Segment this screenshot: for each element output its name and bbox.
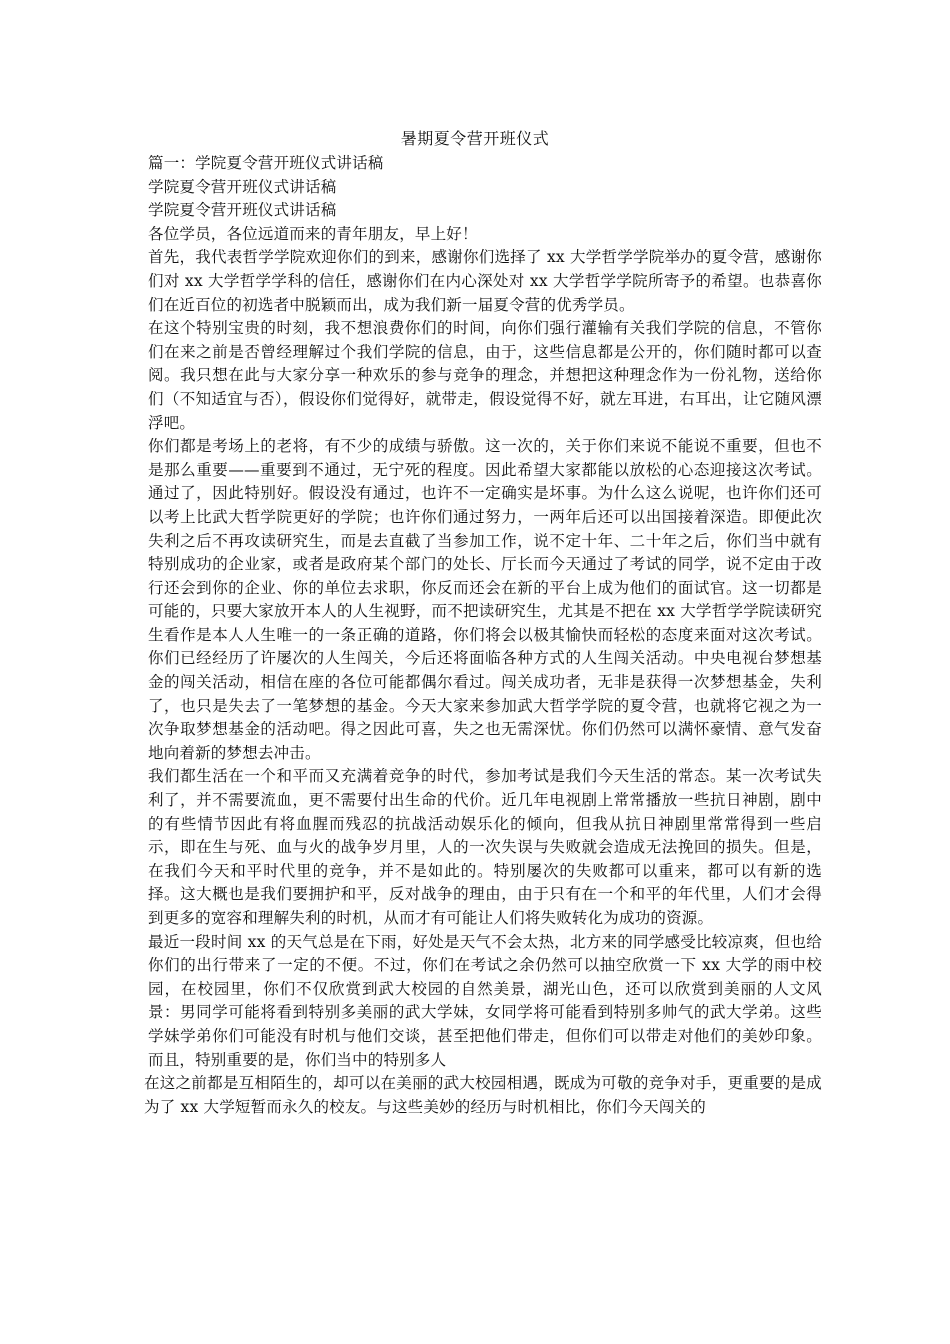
- paragraph-section-heading: 篇一：学院夏令营开班仪式讲话稿: [148, 154, 384, 172]
- paragraph-subheading: 学院夏令营开班仪式讲话稿: [148, 201, 337, 220]
- document-body: [144, 152, 822, 1119]
- paragraph: 你们都是考场上的老将，有不少的成绩与骄傲。这一次的，关于你们来说不能说不重要，但也不是那么重要——重要到不通过，无宁死的程度。因此希望大家都能以放松的心态迎接这次考试。通过了，因此特别好。假设没有通过，也许不一定确实是坏事。为什么这么说呢，也许你们还可以考上比武大哲学院更好的学院；也许你们通过努力，一两年后还可以出国接着深造。即便此次失利之后不再攻读研究生，而是去直截了当参加工作，说不定十年、二十年之后，你们当中就有特别成功的企业家，或者是政府某个部门的处长、厅长而今天通过了考试的同学，说不定由于改行还会到你的企业、你的单位去求职，你反而还会在新的平台上成为他们的面试官。这一切都是可能的，只要大家放开本人的人生视野，而不把读研究生，尤其是不把在 xx 大学哲学学院读研究生看作是本人人生唯一的一条正确的道路，你们将会以极其愉快而轻松的态度来面对这次考试。 你们已经经历了许屡次的人生闯关，今后还将面临各种方式的人生闯关活动。中央电视台梦想基金的闯关活动，相信在座的各位可能都偶尔看过。闯关成功者，无非是获得一次梦想基金，失利了，也只是失去了一笔梦想的基金。今天大家来参加武大哲学学院的夏令营，也就将它视之为一次争取梦想基金的活动吧。得之因此可喜，失之也无需深忧。你们仍然可以满怀豪情、意气发奋地向着新的梦想去冲击。: [148, 437, 822, 762]
- paragraph-subheading: 学院夏令营开班仪式讲话稿: [148, 177, 337, 196]
- paragraph-greeting: 各位学员，各位远道而来的青年朋友，早上好！: [148, 224, 478, 243]
- paragraph: 首先，我代表哲学学院欢迎你们的到来，感谢你们选择了 xx 大学哲学学院举办的夏令营，感谢你们对 xx 大学哲学学科的信任，感谢你们在内心深处对 xx 大学哲学学院所寄予的希望。也恭喜你们在近百位的初选者中脱颖而出，成为我们新一届夏令营的优秀学员。: [148, 248, 822, 314]
- paragraph: 最近一段时间 xx 的天气总是在下雨，好处是天气不会太热，北方来的同学感受比较凉爽，但也给你们的出行带来了一定的不便。不过，你们在考试之余仍然可以抽空欣赏一下 xx 大学的雨中校园，在校园里，你们不仅欣赏到武大校园的自然美景，湖光山色，还可以欣赏到美丽的人文风景：男同学可能将看到特别多美丽的武大学妹，女同学将可能看到特别多帅气的武大学弟。这些学妹学弟你们可能没有时机与他们交谈，甚至把他们带走，但你们可以带走对他们的美妙印象。而且，特别重要的是，你们当中的特别多人: [148, 932, 822, 1069]
- paragraph: 我们都生活在一个和平而又充满着竞争的时代，参加考试是我们今天生活的常态。某一次考试失利了，并不需要流血，更不需要付出生命的代价。近几年电视剧上常常播放一些抗日神剧，剧中的有些情节因此有将血腥而残忍的抗战活动娱乐化的倾向，但我从抗日神剧里常常得到一些启示，即在生与死、血与火的战争岁月里，人的一次失误与失败就会造成无法挽回的损失。但是，在我们今天和平时代里的竞争，并不是如此的。特别屡次的失败都可以重来，都可以有新的选择。这大概也是我们要拥护和平，反对战争的理由，由于只有在一个和平的年代里，人们才会得到更多的宽容和理解失利的时机，从而才有可能让人们将失败转化为成功的资源。: [148, 767, 822, 927]
- paragraph: 在这之前都是互相陌生的，却可以在美丽的武大校园相遇，既成为可敬的竞争对手，更重要的是成为了 xx 大学短暂而永久的校友。与这些美妙的经历与时机相比，你们今天闯关的: [144, 1074, 822, 1116]
- document-title: 暑期夏令营开班仪式: [400, 129, 550, 148]
- paragraph: 在这个特别宝贵的时刻，我不想浪费你们的时间，向你们强行灌输有关我们学院的信息，不管你们在来之前是否曾经理解过个我们学院的信息，由于，这些信息都是公开的，你们随时都可以查阅。我只想在此与大家分享一种欢乐的参与竞争的理念，并想把这种理念作为一份礼物，送给你们（不知适宜与否），假设你们觉得好，就带走，假设觉得不好，就左耳进，右耳出，让它随风漂浮吧。: [148, 319, 822, 432]
